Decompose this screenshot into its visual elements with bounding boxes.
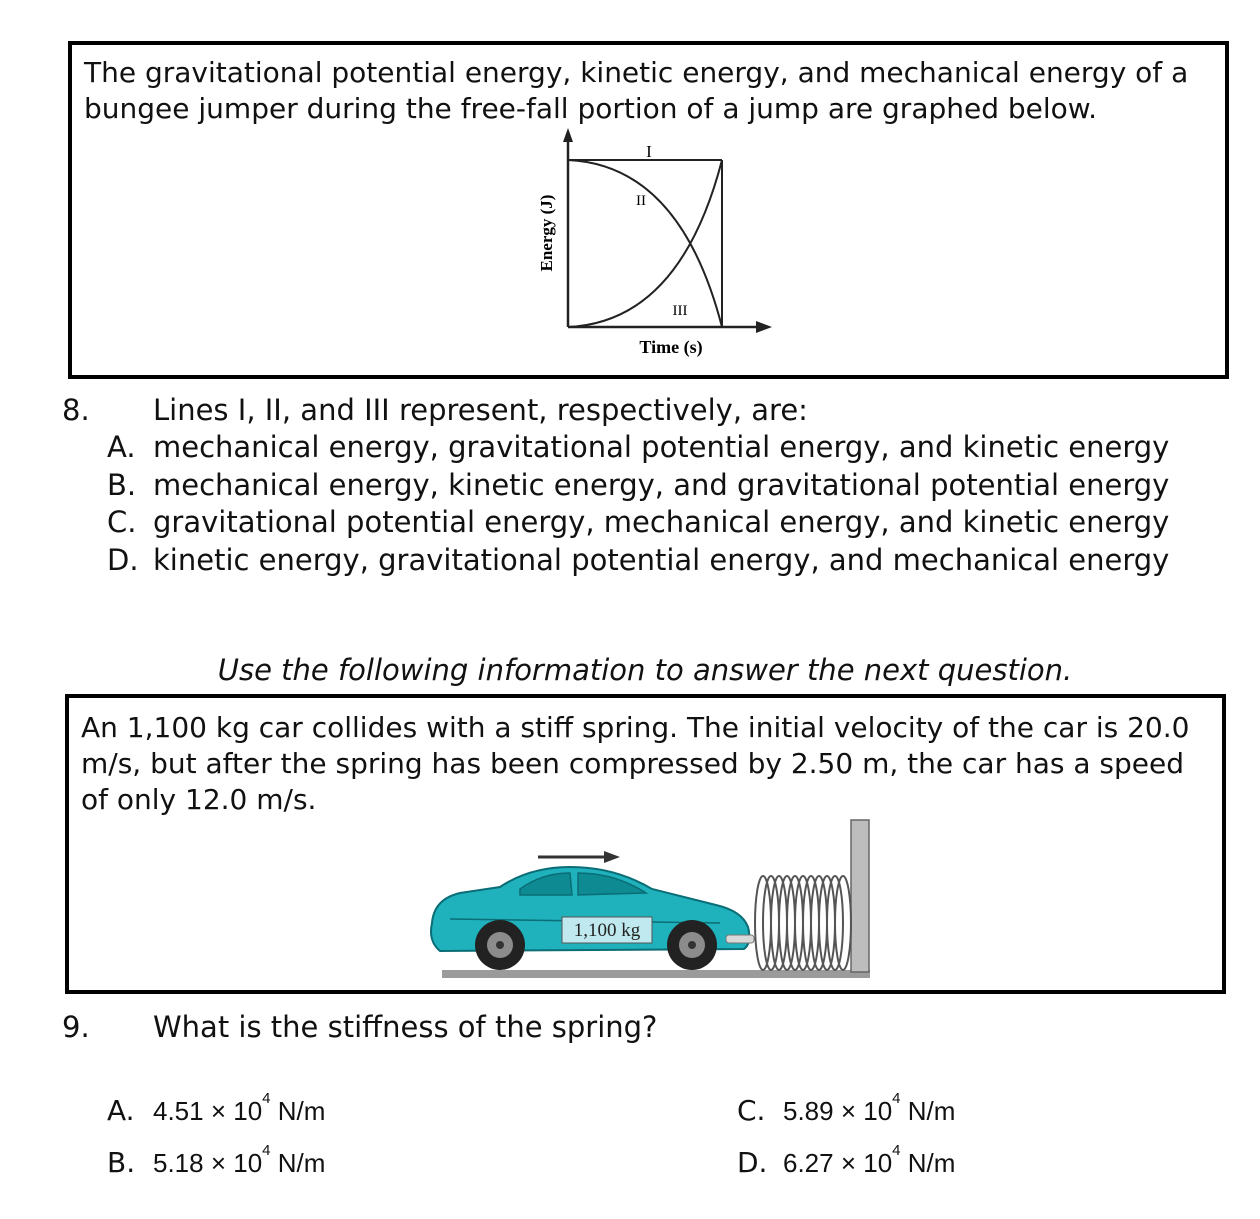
mass-label: 1,100 kg xyxy=(573,920,641,941)
question-9-prompt: What is the stiffness of the spring? xyxy=(153,1010,658,1044)
line-ii xyxy=(568,160,722,327)
label-ii: II xyxy=(636,193,646,209)
choice-exponent: 4 xyxy=(892,1142,901,1159)
choice-letter: B. xyxy=(107,1146,136,1179)
choice-letter: B. xyxy=(107,468,137,502)
choice-letter: D. xyxy=(737,1146,768,1179)
q9-choice-c[interactable] xyxy=(737,1090,956,1127)
wall xyxy=(851,820,869,972)
line-iii xyxy=(568,160,722,327)
choice-letter: A. xyxy=(107,1094,135,1127)
choice-text: kinetic energy, gravitational potential energy, and mechanical energy xyxy=(153,543,1170,577)
ground xyxy=(442,970,870,978)
question-8-number: 8. xyxy=(62,393,90,427)
info-text: An 1,100 kg car collides with a stiff spring. The initial velocity of the car is 20.0 m/s, but after the spring has been compressed by 2.50 m, the car has a speed of only 12.0 m/s. xyxy=(81,711,1190,816)
choice-mantissa: 4.51 × 10 xyxy=(153,1096,263,1126)
q9-choice-b[interactable] xyxy=(107,1142,326,1179)
car-bumper xyxy=(726,935,754,943)
x-axis-arrow xyxy=(756,321,772,333)
choice-unit: N/m xyxy=(900,1096,956,1126)
choice-unit: N/m xyxy=(900,1148,956,1178)
choice-letter: A. xyxy=(107,430,136,464)
front-wheel xyxy=(667,920,717,970)
question-8-prompt: Lines I, II, and III represent, respectively, are: xyxy=(153,393,808,427)
question-9-number: 9. xyxy=(62,1010,90,1044)
y-axis-label: Energy (J) xyxy=(537,194,556,272)
choice-unit: N/m xyxy=(270,1096,326,1126)
label-iii: III xyxy=(672,303,688,319)
choice-exponent: 4 xyxy=(892,1090,901,1107)
choice-mantissa: 5.18 × 10 xyxy=(153,1148,263,1178)
rear-wheel xyxy=(475,920,525,970)
x-axis-label: Time (s) xyxy=(639,337,703,357)
instruction-text: Use the following information to answer the next question. xyxy=(217,653,1073,687)
label-i: I xyxy=(646,142,652,161)
choice-letter: D. xyxy=(107,543,139,577)
choice-letter: C. xyxy=(107,505,137,539)
velocity-arrow-head xyxy=(604,851,620,863)
choice-text: mechanical energy, gravitational potential energy, and kinetic energy xyxy=(153,430,1170,464)
y-axis-arrow xyxy=(563,128,573,142)
q8-choice-a[interactable] xyxy=(107,430,1169,464)
choice-letter: C. xyxy=(737,1094,766,1127)
q8-choice-c[interactable] xyxy=(107,505,1169,539)
q8-choice-b[interactable] xyxy=(107,468,1169,502)
q9-choice-d[interactable] xyxy=(737,1142,956,1179)
choice-mantissa: 5.89 × 10 xyxy=(783,1096,893,1126)
q8-choice-d[interactable] xyxy=(107,543,1169,577)
spring xyxy=(755,876,851,970)
q9-choice-a[interactable] xyxy=(107,1090,326,1127)
choice-mantissa: 6.27 × 10 xyxy=(783,1148,893,1178)
choice-unit: N/m xyxy=(270,1148,326,1178)
intro-text: The gravitational potential energy, kinetic energy, and mechanical energy of a bungee jumper during the free-fall portion of a jump are graphed below. xyxy=(84,56,1189,125)
energy-graph xyxy=(520,120,800,365)
choice-exponent: 4 xyxy=(262,1090,271,1107)
choice-text: gravitational potential energy, mechanical energy, and kinetic energy xyxy=(153,505,1170,539)
car-spring-illustration xyxy=(420,815,880,985)
choice-text: mechanical energy, kinetic energy, and gravitational potential energy xyxy=(153,468,1170,502)
choice-exponent: 4 xyxy=(262,1142,271,1159)
